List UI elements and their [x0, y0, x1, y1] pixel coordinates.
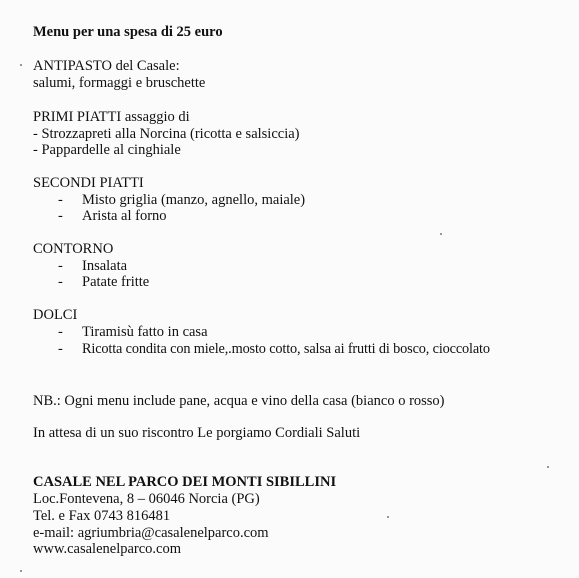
company-email: e-mail: agriumbria@casalenelparco.com [33, 525, 269, 541]
antipasto-heading-rest: del Casale: [115, 58, 180, 74]
company-phone: Tel. e Fax 0743 816481 [33, 508, 171, 524]
dolci-item: Tiramisù fatto in casa [82, 324, 208, 340]
company-address: Loc.Fontevena, 8 – 06046 Norcia (PG) [33, 491, 260, 507]
list-dash: - [58, 274, 63, 290]
list-dash: - [58, 258, 63, 274]
company-website: www.casalenelparco.com [33, 541, 182, 557]
primi-item: - Strozzapreti alla Norcina (ricotta e salsiccia) [33, 126, 300, 142]
closing-line: In attesa di un suo riscontro Le porgiamo Cordiali Saluti [33, 425, 361, 441]
antipasto-heading: ANTIPASTO [33, 58, 112, 74]
scan-speck [387, 516, 389, 518]
note-line: NB.: Ogni menu include pane, acqua e vino della casa (bianco o rosso) [33, 393, 445, 409]
secondi-heading: SECONDI PIATTI [33, 175, 144, 191]
scan-speck [20, 570, 22, 572]
secondi-item: Misto griglia (manzo, agnello, maiale) [82, 192, 306, 208]
primi-heading-rest: assaggio di [124, 109, 190, 125]
primi-heading-line [33, 109, 190, 126]
list-dash: - [58, 341, 63, 357]
scan-speck [547, 466, 549, 468]
list-dash: - [58, 208, 63, 224]
dolci-heading: DOLCI [33, 307, 78, 323]
list-dash: - [58, 324, 63, 340]
menu-title: Menu per una spesa di 25 euro [33, 24, 223, 40]
primi-item: - Pappardelle al cinghiale [33, 142, 181, 158]
company-name: CASALE NEL PARCO DEI MONTI SIBILLINI [33, 474, 337, 490]
contorno-item: Patate fritte [82, 274, 150, 290]
scan-speck [440, 233, 442, 235]
antipasto-heading-line [33, 58, 180, 75]
secondi-item: Arista al forno [82, 208, 167, 224]
dolci-item: Ricotta condita con miele,.mosto cotto, salsa ai frutti di bosco, cioccolato [82, 341, 490, 357]
primi-heading: PRIMI PIATTI [33, 109, 122, 125]
list-dash: - [58, 192, 63, 208]
antipasto-line: salumi, formaggi e bruschette [33, 75, 206, 91]
contorno-item: Insalata [82, 258, 128, 274]
scan-speck [20, 64, 22, 66]
contorno-heading: CONTORNO [33, 241, 114, 257]
